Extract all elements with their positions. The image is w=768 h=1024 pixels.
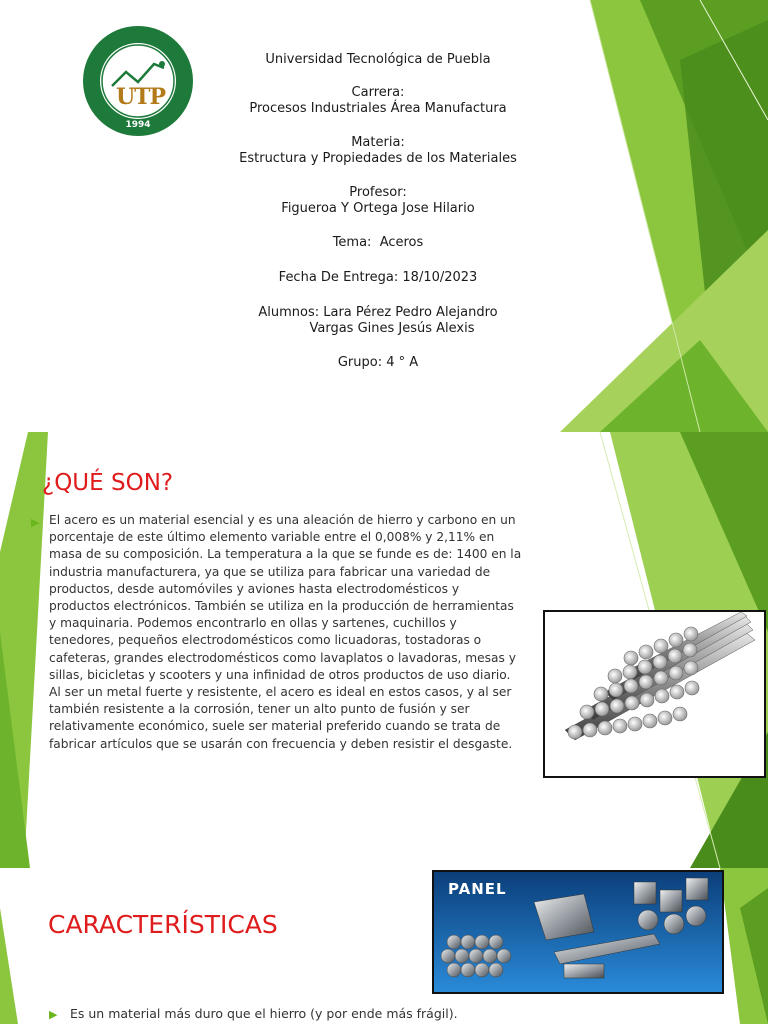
logo-year: 1994 — [125, 120, 151, 130]
slide-title: ¿QUÉ SON? — [42, 470, 174, 496]
paragraph-line: El acero es un material esencial y es una aleación de hierro y carbono en un — [49, 513, 516, 527]
panel-brand-logo: PANEL — [448, 880, 507, 898]
materia-label: Materia: — [351, 135, 405, 150]
materia-value: Estructura y Propiedades de los Materiales — [239, 151, 517, 166]
alumnos-line: Alumnos: Lara Pérez Pedro Alejandro — [258, 305, 498, 320]
logo-monogram: UTP — [116, 84, 166, 110]
slide-title: CARACTERÍSTICAS — [48, 910, 278, 939]
bullet-text: Es un material más duro que el hierro (y por ende más frágil). — [70, 1006, 458, 1021]
carrera-label: Carrera: — [351, 85, 405, 100]
fecha-line: Fecha De Entrega: 18/10/2023 — [278, 270, 478, 285]
bullet-arrow-icon: ▶ — [49, 1008, 58, 1021]
title-info-block — [200, 52, 556, 371]
university-logo — [82, 24, 194, 138]
grupo-line: Grupo: 4 ° A — [337, 355, 419, 370]
paragraph-line: tenedores, pequeños electrodomésticos como licuadoras, tostadoras o — [49, 633, 482, 648]
paragraph-line: fabricar artículos que se usarán con frecuencia y deben resistir el desgaste. — [49, 736, 513, 751]
slide-caracteristicas — [0, 868, 768, 1024]
slide-que-son — [0, 432, 768, 868]
university-name: Universidad Tecnológica de Puebla — [265, 52, 491, 67]
paragraph-line: productos electrónicos. También se utiliza en la producción de herramientas — [49, 599, 514, 614]
paragraph-line: y maquinaria. Podemos encontrarlo en ollas y sartenes, cuchillos y — [49, 616, 457, 631]
paragraph-line: Al ser un metal fuerte y resistente, el acero es ideal en estos casos, y al ser — [49, 685, 512, 700]
paragraph-line: también resistente a la corrosión, tener un alto punto de fusión y ser — [49, 702, 470, 717]
paragraph-line: productos, desde automóviles y aviones hasta electrodomésticos y — [49, 581, 460, 596]
paragraph-line: masa de su composición. La temperatura a la que se funde es de: 1400 en la — [49, 547, 522, 562]
paragraph-line: porcentaje de este último elemento variable entre el 0,008% y 2,11% en — [49, 530, 495, 545]
bullet-arrow-icon: ▶ — [31, 516, 40, 529]
slide-title — [0, 0, 768, 432]
paragraph — [49, 512, 569, 753]
alumno-2-line: Vargas Gines Jesús Alexis — [309, 321, 475, 336]
paragraph-line: industria manufacturera, ya que se utiliza para fabricar una variedad de — [49, 564, 491, 579]
paragraph-line: sillas, bicicletas y scooters y una infinidad de otros productos de uso diario. — [49, 667, 511, 682]
paragraph-line: cafeteras, grandes electrodomésticos como lavaplatos o lavadoras, mesas y — [49, 650, 516, 665]
profesor-value: Figueroa Y Ortega Jose Hilario — [281, 201, 475, 216]
tema-line: Tema: Aceros — [332, 235, 424, 250]
steel-rebar-image — [543, 610, 766, 778]
carrera-value: Procesos Industriales Área Manufactura — [249, 101, 507, 116]
steel-profiles-image — [432, 870, 724, 994]
paragraph-line: relativamente económico, suele ser material preferido cuando se trata de — [49, 719, 501, 734]
profesor-label: Profesor: — [349, 185, 407, 200]
